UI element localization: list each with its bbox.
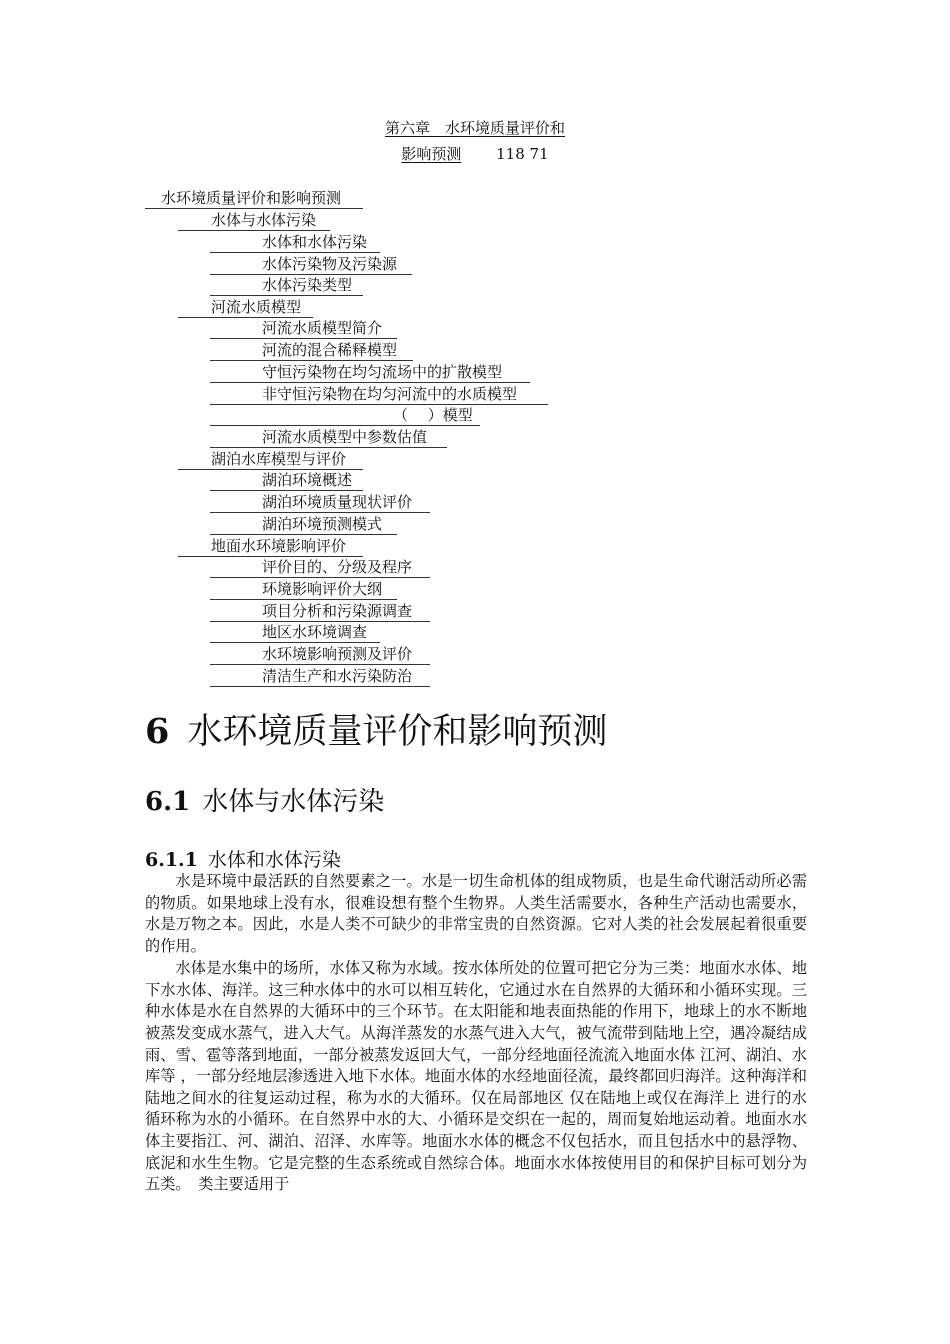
toc-entry[interactable]: [210, 644, 430, 665]
toc-entry[interactable]: [178, 536, 363, 557]
section-heading: [145, 784, 384, 820]
toc-entry[interactable]: [210, 232, 380, 253]
toc-entry[interactable]: [178, 297, 313, 318]
chapter-header-text: 第六章 水环境质量评价和: [384, 119, 565, 137]
toc-entry-text: 河流水质模型中参数估值: [262, 428, 428, 446]
chapter-number: 6: [145, 711, 170, 752]
toc-entry-text: 河流的混合稀释模型: [262, 341, 398, 359]
toc-entry[interactable]: [145, 188, 363, 209]
toc-entry-text: 地面水环境影响评价: [211, 537, 347, 555]
toc-entry[interactable]: [210, 340, 413, 361]
toc-entry[interactable]: [210, 601, 430, 622]
toc-entry[interactable]: [210, 384, 548, 405]
toc-entry-text: 湖泊环境质量现状评价: [262, 493, 413, 511]
toc-entry[interactable]: [210, 557, 430, 578]
chapter-header-line2: [0, 143, 950, 165]
toc-entry[interactable]: [210, 579, 397, 600]
toc-entry-text: （ ）模型: [393, 406, 473, 424]
toc-entry-text: 非守恒污染物在均匀河流中的水质模型: [262, 385, 518, 403]
body-paragraph: 水是环境中最活跃的自然要素之一。水是一切生命机体的组成物质，也是生命代谢活动所必需的物质。如果地球上没有水，很难设想有整个生物界。人类生活需要水，各种生产活动也需要水，水是万物之本。因此，水是人类不可缺少的非常宝贵的自然资源。它对人类的社会发展起着很重要的作用。: [145, 872, 807, 955]
subsection-heading: [145, 846, 341, 874]
toc-entry[interactable]: [210, 492, 430, 513]
section-title: 水体与水体污染: [202, 787, 385, 817]
toc-entry-text: 水体污染类型: [262, 276, 353, 294]
toc-entry-text: 湖泊环境预测模式: [262, 515, 383, 533]
toc-entry[interactable]: [210, 318, 397, 339]
toc-entry[interactable]: [210, 427, 447, 448]
toc-entry-text: 环境影响评价大纲: [262, 580, 383, 598]
toc-entry-text: 湖泊水库模型与评价: [211, 450, 347, 468]
toc-entry-text: 水环境影响预测及评价: [262, 645, 413, 663]
toc-entry[interactable]: [178, 449, 363, 470]
toc-entry[interactable]: [210, 666, 430, 687]
toc-entry-text: 水体和水体污染: [262, 233, 368, 251]
toc-entry-text: 项目分析和污染源调查: [262, 602, 413, 620]
toc-entry[interactable]: [178, 210, 330, 231]
toc-entry-text: 河流水质模型简介: [262, 319, 383, 337]
toc-entry[interactable]: [210, 254, 412, 275]
subsection-number: 6.1.1: [145, 849, 198, 871]
toc-entry[interactable]: [210, 622, 380, 643]
chapter-title: 水环境质量评价和影响预测: [187, 712, 608, 752]
toc-entry-text: 评价目的、分级及程序: [262, 558, 413, 576]
toc-entry-text: 水体污染物及污染源: [262, 255, 398, 273]
section-number: 6.1: [145, 787, 191, 817]
chapter-header-line1: [0, 117, 950, 139]
toc-entry[interactable]: [210, 514, 397, 535]
chapter-page-range: 118 71: [496, 145, 549, 163]
toc-entry[interactable]: [210, 275, 363, 296]
body-paragraph: 水体是水集中的场所，水体又称为水域。按水体所处的位置可把它分为三类：地面水水体、地下水水体、海洋。这三种水体中的水可以相互转化，它通过水在自然界的大循环和小循环实现。三种水体是水在自然界的大循环中的三个环节。在太阳能和地表面热能的作用下，地球上的水不断地被蒸发变成水蒸气，进入大气。从海洋蒸发的水蒸气进入大气，被气流带到陆地上空，遇冷凝结成雨、雪、雹等落到地面，一部分被蒸发返回大气，一部分经地面径流流入地面水体 江河、湖泊、水库等 ，一部分经地层渗透进入地下水体。地面水体的水经地面径流，最终都回归海洋。这种海洋和陆地之间水的往复运动过程，称为水的大循环。仅在局部地区 仅在陆地上或仅在海洋上 进行的水循环称为水的小循环。在自然界中水的大、小循环是交织在一起的，周而复始地运动着。地面水水体主要指江、河、湖泊、沼泽、水库等。地面水水体的概念不仅包括水，而且包括水中的悬浮物、底泥和水生生物。它是完整的生态系统或自然综合体。地面水水体按使用目的和保护目标可划分为五类。 类主要适用于: [145, 959, 807, 1194]
chapter-header-subtitle: 影响预测: [401, 145, 462, 163]
toc-entry-text: 水环境质量评价和影响预测: [161, 189, 342, 207]
toc-entry[interactable]: [210, 362, 530, 383]
subsection-title: 水体和水体污染: [207, 849, 341, 871]
toc-entry-text: 地区水环境调查: [262, 623, 368, 641]
toc-entry-text: 守恒污染物在均匀流场中的扩散模型: [262, 363, 503, 381]
toc-entry-text: 水体与水体污染: [211, 211, 317, 229]
toc-entry-text: 清洁生产和水污染防治: [262, 667, 413, 685]
toc-entry-text: 河流水质模型: [211, 298, 302, 316]
toc-entry-text: 湖泊环境概述: [262, 471, 353, 489]
chapter-heading: [145, 708, 607, 756]
toc-entry[interactable]: [210, 405, 480, 426]
toc-entry[interactable]: [210, 470, 363, 491]
